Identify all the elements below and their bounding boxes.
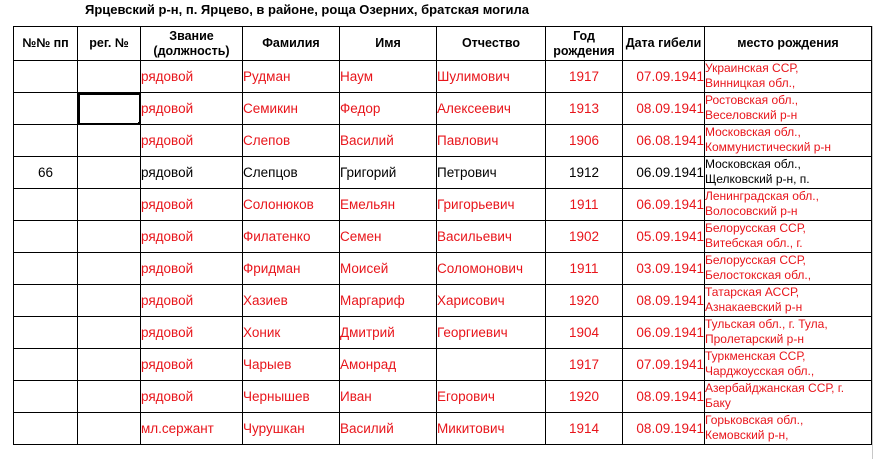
cell-name[interactable]: Иван xyxy=(340,381,437,413)
cell-reg[interactable] xyxy=(78,125,141,157)
cell-reg[interactable] xyxy=(78,189,141,221)
cell-rank[interactable]: рядовой xyxy=(141,317,243,349)
cell-num[interactable] xyxy=(14,381,78,413)
birthplace-line-2: Чарджоусская обл., xyxy=(705,364,815,378)
cell-birth-year[interactable]: 1902 xyxy=(546,221,623,253)
cell-surname[interactable]: Слепов xyxy=(243,125,340,157)
header-reg[interactable]: рег. № xyxy=(78,27,141,61)
cell-surname[interactable]: Слепцов xyxy=(243,157,340,189)
birthplace-line-1: Белорусская ССР, xyxy=(705,221,806,235)
cell-death-date[interactable]: 08.09.1941 xyxy=(623,285,705,317)
table-row xyxy=(14,93,872,125)
cell-reg[interactable] xyxy=(78,285,141,317)
header-row xyxy=(14,27,872,61)
cell-death-date[interactable]: 08.09.1941 xyxy=(623,381,705,413)
table-row xyxy=(14,381,872,413)
header-birthplace[interactable]: место рождения xyxy=(705,27,872,61)
birthplace-line-2: Веселовский р-н xyxy=(705,108,798,122)
cell-patronymic[interactable]: Павлович xyxy=(437,125,546,157)
cell-rank[interactable]: рядовой xyxy=(141,253,243,285)
cell-birthplace[interactable] xyxy=(705,253,872,285)
cell-death-date[interactable]: 06.09.1941 xyxy=(623,189,705,221)
cell-reg[interactable] xyxy=(78,93,141,125)
cell-birthplace[interactable] xyxy=(705,381,872,413)
cell-patronymic[interactable]: Алексеевич xyxy=(437,93,546,125)
cell-name[interactable]: Емельян xyxy=(340,189,437,221)
cell-surname[interactable]: Хоник xyxy=(243,317,340,349)
cell-patronymic[interactable] xyxy=(437,349,546,381)
cell-num[interactable]: 66 xyxy=(14,157,78,189)
table-row xyxy=(14,413,872,445)
birthplace-line-2: Волосовский р-н xyxy=(705,204,798,218)
table-row xyxy=(14,285,872,317)
cell-rank[interactable]: рядовой xyxy=(141,125,243,157)
cell-death-date[interactable]: 08.09.1941 xyxy=(623,413,705,445)
cell-birth-year[interactable]: 1914 xyxy=(546,413,623,445)
cell-patronymic[interactable]: Харисович xyxy=(437,285,546,317)
cell-patronymic[interactable]: Соломонович xyxy=(437,253,546,285)
birthplace-line-1: Тульская обл., г. Тула, xyxy=(705,317,828,331)
birthplace-line-1: Белорусская ССР, xyxy=(705,253,806,267)
birthplace-line-2: Баку xyxy=(705,396,731,410)
cell-patronymic[interactable]: Васильевич xyxy=(437,221,546,253)
cell-num[interactable] xyxy=(14,93,78,125)
cell-num[interactable] xyxy=(14,189,78,221)
cell-num[interactable] xyxy=(14,349,78,381)
cell-birthplace[interactable] xyxy=(705,285,872,317)
birthplace-line-2: Белостокская обл., xyxy=(705,268,812,282)
cell-surname[interactable]: Филатенко xyxy=(243,221,340,253)
cell-birthplace[interactable] xyxy=(705,349,872,381)
cell-reg[interactable] xyxy=(78,61,141,93)
cell-patronymic[interactable]: Григорьевич xyxy=(437,189,546,221)
cell-birthplace[interactable] xyxy=(705,413,872,445)
table-row xyxy=(14,125,872,157)
header-surname[interactable]: Фамилия xyxy=(243,27,340,61)
cell-death-date[interactable]: 06.09.1941 xyxy=(623,157,705,189)
cell-surname[interactable]: Хазиев xyxy=(243,285,340,317)
cell-birth-year[interactable]: 1913 xyxy=(546,93,623,125)
birthplace-line-1: Азербайджанская ССР, г. xyxy=(705,381,845,395)
birthplace-line-2: Кемовский р-н, xyxy=(705,428,789,442)
cell-surname[interactable]: Чарыев xyxy=(243,349,340,381)
cell-num[interactable] xyxy=(14,413,78,445)
cell-surname[interactable]: Солонюков xyxy=(243,189,340,221)
cell-birth-year[interactable]: 1917 xyxy=(546,61,623,93)
birthplace-line-1: Туркменская ССР, xyxy=(705,349,806,363)
cell-name[interactable]: Василий xyxy=(340,125,437,157)
cell-rank[interactable]: рядовой xyxy=(141,221,243,253)
cell-birthplace[interactable] xyxy=(705,221,872,253)
column-divider xyxy=(872,26,873,459)
cell-birth-year[interactable]: 1904 xyxy=(546,317,623,349)
cell-death-date[interactable]: 06.08.1941 xyxy=(623,125,705,157)
cell-num[interactable] xyxy=(14,221,78,253)
birthplace-line-2: Азнакаевский р-н xyxy=(705,300,803,314)
birthplace-line-2: Винницкая обл., xyxy=(705,76,796,90)
cell-birth-year[interactable]: 1920 xyxy=(546,381,623,413)
cell-num[interactable] xyxy=(14,125,78,157)
cell-rank[interactable]: рядовой xyxy=(141,381,243,413)
cell-death-date[interactable]: 03.09.1941 xyxy=(623,253,705,285)
cell-reg[interactable] xyxy=(78,349,141,381)
birthplace-line-1: Татарская АССР, xyxy=(705,285,800,299)
cell-surname[interactable]: Фридман xyxy=(243,253,340,285)
cell-birthplace[interactable] xyxy=(705,125,872,157)
birthplace-line-2: Коммунистический р-н xyxy=(705,140,832,154)
cell-rank[interactable]: рядовой xyxy=(141,349,243,381)
cell-birth-year[interactable]: 1911 xyxy=(546,253,623,285)
cell-birthplace[interactable] xyxy=(705,157,872,189)
header-birth-year[interactable]: Год рождения xyxy=(546,27,623,61)
table-row xyxy=(14,61,872,93)
table-row xyxy=(14,253,872,285)
cell-death-date[interactable]: 08.09.1941 xyxy=(623,93,705,125)
cell-birth-year[interactable]: 1912 xyxy=(546,157,623,189)
cell-birth-year[interactable]: 1911 xyxy=(546,189,623,221)
cell-reg[interactable] xyxy=(78,413,141,445)
cell-birthplace[interactable] xyxy=(705,61,872,93)
cell-name[interactable]: Семен xyxy=(340,221,437,253)
header-patronymic[interactable]: Отчество xyxy=(437,27,546,61)
birthplace-line-2: Пролетарский р-н xyxy=(705,332,804,346)
burial-list-table xyxy=(13,26,872,445)
cell-birth-year[interactable]: 1906 xyxy=(546,125,623,157)
cell-reg[interactable] xyxy=(78,221,141,253)
sheet-title: Ярцевский р-н, п. Ярцево, в районе, роща Озерних, братская могила xyxy=(85,2,529,17)
table-row xyxy=(14,317,872,349)
header-rank[interactable]: Звание (должность) xyxy=(141,27,243,61)
cell-patronymic[interactable]: Шулимович xyxy=(437,61,546,93)
cell-rank[interactable]: мл.сержант xyxy=(141,413,243,445)
cell-surname[interactable]: Чернышев xyxy=(243,381,340,413)
cell-patronymic[interactable]: Микитович xyxy=(437,413,546,445)
cell-patronymic[interactable]: Егорович xyxy=(437,381,546,413)
cell-name[interactable]: Маргариф xyxy=(340,285,437,317)
birthplace-line-1: Ростовская обл., xyxy=(705,93,799,107)
cell-surname[interactable]: Рудман xyxy=(243,61,340,93)
birthplace-line-2: Щелковский р-н, п. xyxy=(705,172,810,186)
birthplace-line-1: Московская обл., xyxy=(705,157,801,171)
table-row xyxy=(14,221,872,253)
cell-birthplace[interactable] xyxy=(705,317,872,349)
cell-reg[interactable] xyxy=(78,381,141,413)
cell-reg[interactable] xyxy=(78,253,141,285)
cell-birth-year[interactable]: 1917 xyxy=(546,349,623,381)
cell-name[interactable]: Дмитрий xyxy=(340,317,437,349)
cell-reg[interactable] xyxy=(78,157,141,189)
cell-patronymic[interactable]: Георгиевич xyxy=(437,317,546,349)
cell-num[interactable] xyxy=(14,253,78,285)
cell-death-date[interactable]: 07.09.1941 xyxy=(623,349,705,381)
table-row xyxy=(14,189,872,221)
cell-num[interactable] xyxy=(14,285,78,317)
header-num[interactable]: №№ пп xyxy=(14,27,78,61)
cell-name[interactable]: Григорий xyxy=(340,157,437,189)
cell-rank[interactable]: рядовой xyxy=(141,285,243,317)
table-row xyxy=(14,349,872,381)
cell-name[interactable]: Моисей xyxy=(340,253,437,285)
cell-name[interactable]: Федор xyxy=(340,93,437,125)
cell-death-date[interactable]: 05.09.1941 xyxy=(623,221,705,253)
cell-rank[interactable]: рядовой xyxy=(141,61,243,93)
birthplace-line-2: Витебская обл., г. xyxy=(705,236,803,250)
cell-name[interactable]: Амонрад xyxy=(340,349,437,381)
cell-death-date[interactable]: 06.09.1941 xyxy=(623,317,705,349)
cell-rank[interactable]: рядовой xyxy=(141,189,243,221)
cell-name[interactable]: Василий xyxy=(340,413,437,445)
cell-rank[interactable]: рядовой xyxy=(141,93,243,125)
cell-death-date[interactable]: 07.09.1941 xyxy=(623,61,705,93)
birthplace-line-1: Ленинградская обл., xyxy=(705,189,819,203)
cell-birthplace[interactable] xyxy=(705,93,872,125)
cell-num[interactable] xyxy=(14,61,78,93)
table-row xyxy=(14,157,872,189)
cell-num[interactable] xyxy=(14,317,78,349)
birthplace-line-1: Горьковская обл., xyxy=(705,413,804,427)
cell-name[interactable]: Наум xyxy=(340,61,437,93)
header-name[interactable]: Имя xyxy=(340,27,437,61)
header-death-date[interactable]: Дата гибели xyxy=(623,27,705,61)
cell-birth-year[interactable]: 1920 xyxy=(546,285,623,317)
birthplace-line-1: Украинская ССР, xyxy=(705,61,799,75)
birthplace-line-1: Московская обл., xyxy=(705,125,801,139)
cell-birthplace[interactable] xyxy=(705,189,872,221)
cell-surname[interactable]: Чурушкан xyxy=(243,413,340,445)
cell-patronymic[interactable]: Петрович xyxy=(437,157,546,189)
cell-surname[interactable]: Семикин xyxy=(243,93,340,125)
cell-rank[interactable]: рядовой xyxy=(141,157,243,189)
cell-reg[interactable] xyxy=(78,317,141,349)
